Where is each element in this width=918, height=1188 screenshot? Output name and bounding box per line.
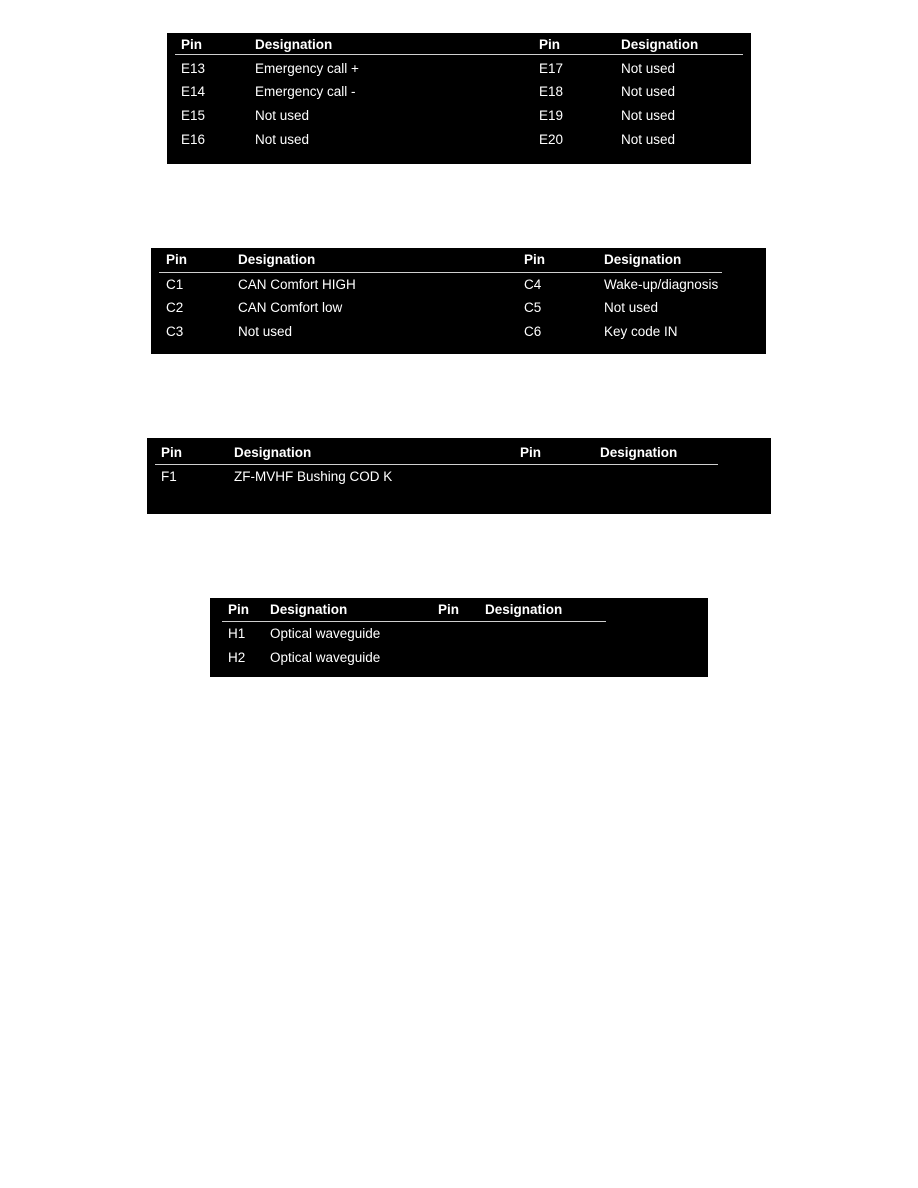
pin-cell: E15 xyxy=(181,108,206,123)
header-divider xyxy=(159,272,722,273)
designation-cell: Not used xyxy=(621,84,676,99)
header-designation: Designation xyxy=(621,37,699,52)
pin-cell: C3 xyxy=(166,324,184,339)
designation-cell: Not used xyxy=(255,108,310,123)
designation-cell: CAN Comfort HIGH xyxy=(238,277,356,292)
pin-cell: E14 xyxy=(181,84,206,99)
pin-table-e xyxy=(167,33,751,164)
pin-cell: E17 xyxy=(539,61,564,76)
header-designation: Designation xyxy=(270,602,348,617)
designation-cell: Optical waveguide xyxy=(270,626,381,641)
designation-cell: Not used xyxy=(621,61,676,76)
pin-cell: C1 xyxy=(166,277,184,292)
pin-cell: F1 xyxy=(161,469,177,484)
pin-table-c xyxy=(151,248,766,354)
header-designation: Designation xyxy=(234,445,312,460)
designation-cell: Emergency call - xyxy=(255,84,356,99)
header-pin: Pin xyxy=(166,252,188,267)
pin-cell: E20 xyxy=(539,132,564,147)
header-designation: Designation xyxy=(485,602,563,617)
header-divider xyxy=(175,54,743,55)
designation-cell: Not used xyxy=(621,108,676,123)
header-pin: Pin xyxy=(524,252,546,267)
header-pin: Pin xyxy=(181,37,203,52)
designation-cell: Not used xyxy=(621,132,676,147)
designation-cell: Not used xyxy=(238,324,293,339)
header-designation: Designation xyxy=(238,252,316,267)
header-designation: Designation xyxy=(604,252,682,267)
header-pin: Pin xyxy=(539,37,561,52)
pin-cell: E16 xyxy=(181,132,206,147)
designation-cell: Not used xyxy=(604,300,659,315)
header-pin: Pin xyxy=(161,445,183,460)
pin-cell: C2 xyxy=(166,300,184,315)
header-pin: Pin xyxy=(520,445,542,460)
designation-cell: Key code IN xyxy=(604,324,678,339)
pin-cell: C4 xyxy=(524,277,542,292)
header-designation: Designation xyxy=(600,445,678,460)
designation-cell: ZF-MVHF Bushing COD K xyxy=(234,469,393,484)
designation-cell: CAN Comfort low xyxy=(238,300,343,315)
pin-cell: C6 xyxy=(524,324,542,339)
designation-cell: Optical waveguide xyxy=(270,650,381,665)
header-designation: Designation xyxy=(255,37,333,52)
pin-table-f xyxy=(147,438,771,514)
pin-table-h xyxy=(210,598,708,677)
pin-cell: E19 xyxy=(539,108,564,123)
pin-cell: C5 xyxy=(524,300,542,315)
header-divider xyxy=(155,464,718,465)
header-pin: Pin xyxy=(438,602,460,617)
designation-cell: Wake-up/diagnosis xyxy=(604,277,719,292)
pin-cell: E13 xyxy=(181,61,206,76)
pin-cell: H2 xyxy=(228,650,246,665)
header-pin: Pin xyxy=(228,602,250,617)
pin-cell: H1 xyxy=(228,626,246,641)
pin-cell: E18 xyxy=(539,84,564,99)
designation-cell: Emergency call + xyxy=(255,61,359,76)
designation-cell: Not used xyxy=(255,132,310,147)
header-divider xyxy=(222,621,606,622)
